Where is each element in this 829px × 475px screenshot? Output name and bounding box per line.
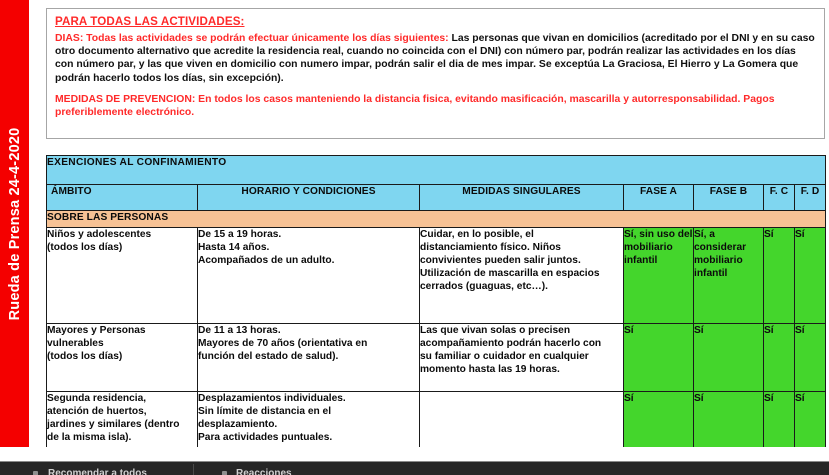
cell-line: Mayores y Personas — [47, 325, 146, 336]
notice-medidas-paragraph — [55, 93, 817, 119]
notice-dias-text: Las personas que vivan en domicilios (acreditado por el DNI y en su caso otro documento alternativo que acredite la residencia real, cuando no coincida con el DNI) con número par, podrán realizar las actividades en los días con número par, y las que viven en domicilio con numero impar, podrán salir el dia de mes impar. Se exceptúa La Graciosa, El Hierro y La Gomera que podrán hacerlo todos los días, sin excepción). — [55, 33, 815, 84]
column-header-horario: HORARIO Y CONDICIONES — [198, 185, 420, 211]
row-medidas — [420, 324, 624, 392]
table-section-row — [47, 211, 826, 228]
exenciones-table — [46, 155, 826, 460]
row-fase-d: Sí — [795, 392, 826, 460]
cell-line: jardines y similares (dentro — [47, 419, 180, 430]
comment-icon[interactable] — [222, 471, 227, 475]
row-horario — [198, 324, 420, 392]
notice-spacer — [55, 86, 817, 93]
table-row — [47, 228, 826, 324]
column-header-fase-d: F. D — [795, 185, 826, 211]
table-row — [47, 324, 826, 392]
notice-dias-paragraph — [55, 32, 817, 85]
notice-medidas-text: En todos los casos manteniendo la distancia fisica, evitando masificación, mascarilla y autorresponsabilidad. Pagos preferiblemente electrónico. — [55, 93, 775, 119]
cell-line: Hasta 14 años. — [198, 242, 270, 253]
recommend-button-label[interactable]: Recomendar a todos — [48, 468, 147, 475]
notice-box — [46, 8, 825, 139]
thumbs-up-icon[interactable] — [33, 471, 38, 475]
cell-line: De 15 a 19 horas. — [198, 229, 282, 240]
cell-line: función del estado de salud). — [198, 351, 339, 362]
row-fase-a: Sí, sin uso del mobiliario infantil — [624, 228, 694, 324]
cell-line: momento hasta las 19 horas. — [420, 364, 560, 375]
column-header-fase-b: FASE B — [694, 185, 764, 211]
cell-line: convivientes pueden salir juntos. — [420, 255, 581, 266]
cell-line: vulnerables — [47, 338, 104, 349]
row-ambito — [47, 228, 198, 324]
cell-line: Para actividades puntuales. — [198, 432, 333, 443]
notice-heading: PARA TODAS LAS ACTIVIDADES: — [55, 15, 245, 28]
row-horario — [198, 228, 420, 324]
column-header-fase-c: F. C — [764, 185, 795, 211]
row-fase-c: Sí — [764, 324, 795, 392]
row-fase-b: Sí — [694, 324, 764, 392]
row-medidas — [420, 228, 624, 324]
side-banner — [0, 0, 29, 447]
cell-line: Utilización de mascarilla en espacios — [420, 268, 600, 279]
row-fase-a: Sí — [624, 324, 694, 392]
column-header-ambito: ÁMBITO — [47, 185, 198, 211]
notice-medidas-label: MEDIDAS DE PREVENCION: — [55, 93, 196, 105]
cell-line: cerrados (guaguas, etc…). — [420, 281, 548, 292]
exenciones-table-wrapper — [46, 155, 825, 460]
bottom-action-bar — [0, 461, 829, 475]
cell-line: (todos los días) — [47, 242, 123, 253]
bottom-bar-divider — [193, 464, 194, 475]
row-fase-d: Sí — [795, 228, 826, 324]
cell-line: su familiar o cuidador en cualquier — [420, 351, 589, 362]
cell-line: Mayores de 70 años (orientativa en — [198, 338, 368, 349]
side-banner-label: Rueda de Prensa 24-4-2020 — [6, 127, 23, 320]
cell-line: Cuidar, en lo posible, el — [420, 229, 534, 240]
cell-line: acompañamiento podrán hacerlo con — [420, 338, 602, 349]
row-fase-b: Sí, a considerar mobiliario infantil — [694, 228, 764, 324]
row-fase-d: Sí — [795, 324, 826, 392]
row-fase-c: Sí — [764, 228, 795, 324]
cell-line: De 11 a 13 horas. — [198, 325, 281, 336]
row-fase-c: Sí — [764, 392, 795, 460]
cell-line: distanciamiento físico. Niños — [420, 242, 561, 253]
column-header-fase-a: FASE A — [624, 185, 694, 211]
cell-line: desplazamiento. — [198, 419, 278, 430]
cell-line: Segunda residencia, — [47, 393, 147, 404]
page-bottom-margin — [0, 447, 829, 462]
row-fase-b: Sí — [694, 392, 764, 460]
cell-line: Desplazamientos individuales. — [198, 393, 346, 404]
cell-line: Acompañados de un adulto. — [198, 255, 335, 266]
table-title: EXENCIONES AL CONFINAMIENTO — [47, 156, 826, 185]
column-header-medidas: MEDIDAS SINGULARES — [420, 185, 624, 211]
table-header-row — [47, 185, 826, 211]
notice-dias-label: DIAS: Todas las actividades se podrán efectuar únicamente los días siguientes: — [55, 33, 449, 44]
cell-line: de la misma isla). — [47, 432, 132, 443]
reactions-button-label[interactable]: Reacciones — [236, 468, 292, 475]
cell-line: Las que vivan solas o precisen — [420, 325, 571, 336]
section-label-sobre-las-personas: SOBRE LAS PERSONAS — [47, 211, 826, 228]
row-fase-a: Sí — [624, 392, 694, 460]
cell-line: Sin límite de distancia en el — [198, 406, 332, 417]
cell-line: Niños y adolescentes — [47, 229, 152, 240]
table-title-row — [47, 156, 826, 185]
cell-line: atención de huertos, — [47, 406, 147, 417]
cell-line: (todos los días) — [47, 351, 123, 362]
row-ambito — [47, 324, 198, 392]
